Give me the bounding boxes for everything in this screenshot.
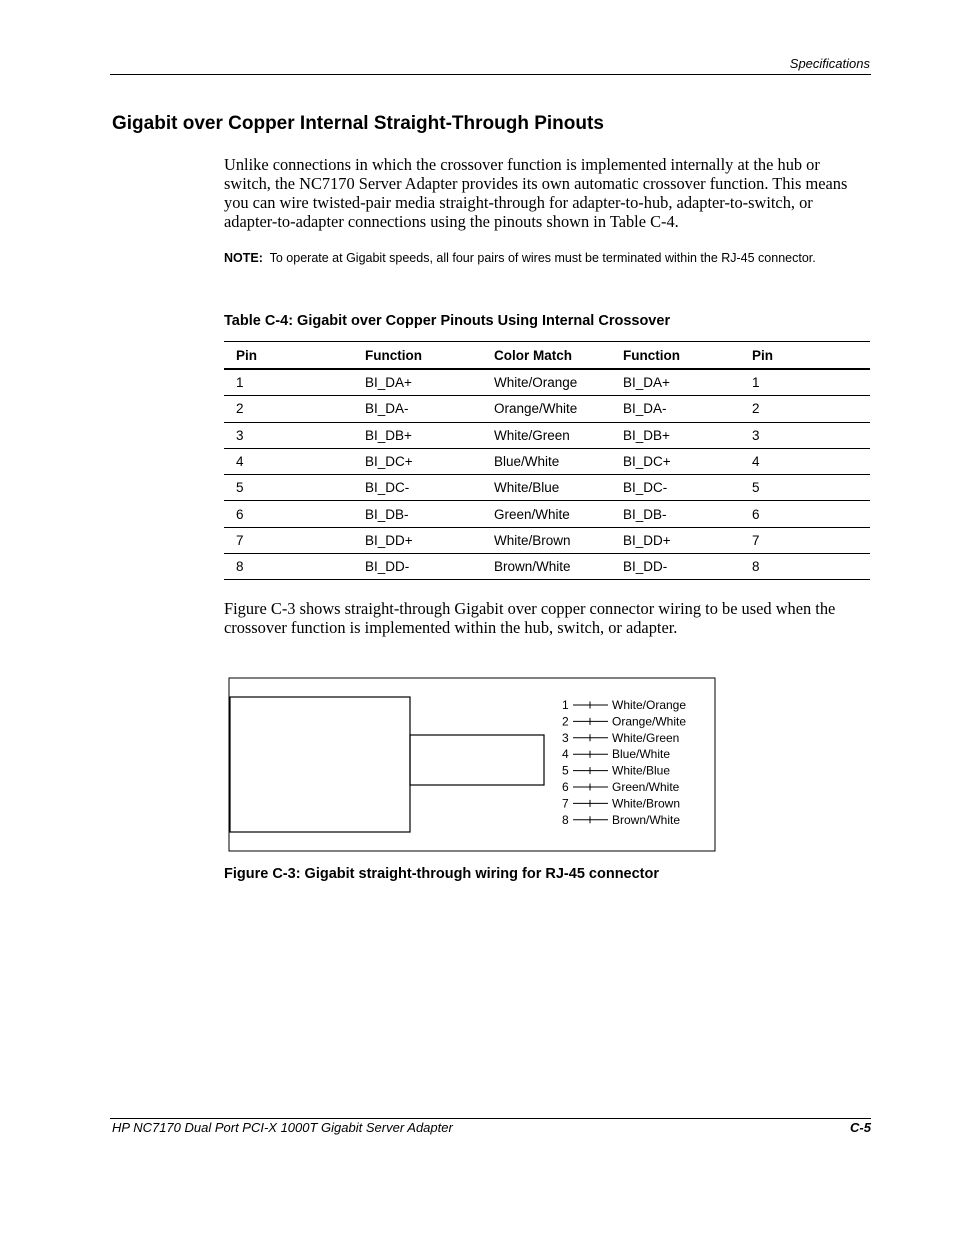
table-cell: 7 [224,527,353,553]
table-cell: 5 [740,475,870,501]
table-cell: 8 [740,554,870,580]
table-cell: Brown/White [482,554,611,580]
table-cell: BI_DC- [611,475,740,501]
table-cell: 5 [224,475,353,501]
table-cell: BI_DB+ [611,422,740,448]
table-row [224,475,870,501]
rj45-wiring-diagram [228,676,718,854]
table-cell: BI_DD- [611,554,740,580]
column-header: Function [611,342,740,370]
table-cell: BI_DA- [353,396,482,422]
footer-divider [110,1118,871,1119]
connector-plug [410,735,544,785]
table-cell: BI_DB- [611,501,740,527]
table-cell: 6 [740,501,870,527]
column-header: Pin [224,342,353,370]
pin-number: 5 [562,763,569,778]
wire-color-label: Blue/White [612,747,671,762]
connector-body [230,697,410,832]
table-row [224,448,870,474]
section-title: Gigabit over Copper Internal Straight-Through Pinouts [112,113,604,134]
table-cell: 3 [740,422,870,448]
table-header-row [224,342,870,370]
footer-title: HP NC7170 Dual Port PCI-X 1000T Gigabit Server Adapter [112,1120,453,1135]
figure-intro-paragraph: Figure C-3 shows straight-through Gigabit over copper connector wiring to be used when the crossover function is implemented within the hub, switch, or adapter. [224,599,836,637]
table-cell: White/Brown [482,527,611,553]
table-row [224,422,870,448]
header-divider [110,74,871,75]
table-cell: BI_DD+ [611,527,740,553]
wire-color-label: White/Blue [612,763,671,778]
table-cell: BI_DA+ [611,369,740,396]
pin-number: 8 [562,812,569,827]
note-text: To operate at Gigabit speeds, all four pairs of wires must be terminated within the RJ-45 connector. [269,251,816,265]
wire-color-label: Green/White [612,780,680,794]
table-row [224,369,870,396]
pin-number: 4 [562,747,569,762]
pin-number: 7 [562,796,569,811]
pin-number: 1 [562,698,569,712]
wire-color-label: Orange/White [612,714,687,729]
column-header: Pin [740,342,870,370]
table-row [224,554,870,580]
intro-paragraph: Unlike connections in which the crossover function is implemented internally at the hub or switch, the NC7170 Server Adapter provides its own automatic crossover function. This means you can wire twisted-pair media straight-through for adapter-to-hub, adapter-to-switch, or adapter-to-adapter connections using the pinouts shown in Table C-4. [224,155,848,231]
table-cell: BI_DA+ [353,369,482,396]
wire-color-label: White/Orange [612,698,687,712]
wire-color-label: White/Brown [612,796,681,811]
note-label: NOTE: [224,251,263,265]
pinout-table [224,341,870,580]
table-cell: BI_DD+ [353,527,482,553]
figure-caption: Figure C-3: Gigabit straight-through wiring for RJ-45 connector [224,866,660,882]
table-cell: Orange/White [482,396,611,422]
table-row [224,396,870,422]
table-cell: BI_DD- [353,554,482,580]
pin-number: 6 [562,780,569,794]
table-row [224,501,870,527]
table-cell: BI_DC+ [353,448,482,474]
table-cell: 1 [740,369,870,396]
table-cell: White/Blue [482,475,611,501]
column-header: Function [353,342,482,370]
table-cell: BI_DB- [353,501,482,527]
table-cell: BI_DC- [353,475,482,501]
table-cell: 7 [740,527,870,553]
table-cell: White/Orange [482,369,611,396]
table-cell: BI_DA- [611,396,740,422]
table-row [224,527,870,553]
table-cell: BI_DB+ [353,422,482,448]
running-header: Specifications [789,56,870,71]
table-caption: Table C-4: Gigabit over Copper Pinouts Using Internal Crossover [224,313,671,329]
table-cell: Green/White [482,501,611,527]
table-cell: BI_DC+ [611,448,740,474]
table-cell: Blue/White [482,448,611,474]
note [224,250,864,266]
table-cell: White/Green [482,422,611,448]
page-number: C-5 [850,1120,871,1135]
table-cell: 3 [224,422,353,448]
wire-color-label: White/Green [612,730,680,745]
table-cell: 8 [224,554,353,580]
column-header: Color Match [482,342,611,370]
table-cell: 4 [740,448,870,474]
table-cell: 2 [740,396,870,422]
pin-number: 3 [562,730,569,745]
table-cell: 4 [224,448,353,474]
rj45-wiring-figure [228,676,718,854]
table-cell: 6 [224,501,353,527]
table-cell: 2 [224,396,353,422]
table-cell: 1 [224,369,353,396]
wire-group [562,698,686,827]
wire-color-label: Brown/White [612,812,681,827]
pin-number: 2 [562,714,569,729]
